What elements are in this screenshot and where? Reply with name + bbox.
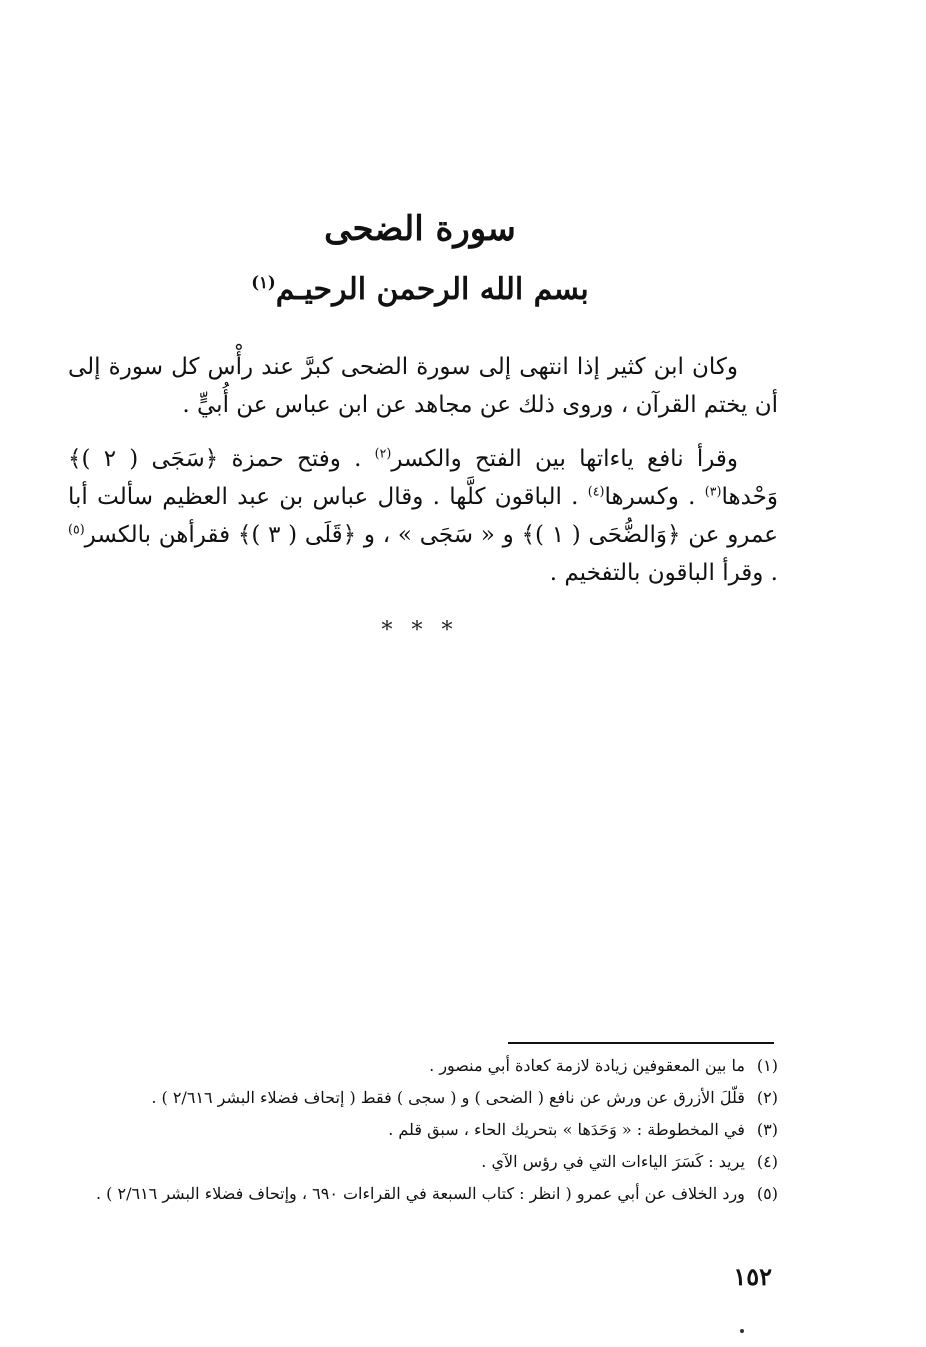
footnote-divider <box>508 1042 774 1044</box>
footnote-text: قلّلَ الأزرق عن ورش عن نافع ( الضحى ) و ( سجى ) فقط ( إتحاف فضلاء البشر ٢/٦١٦ ) . <box>151 1088 745 1107</box>
footnote-5 <box>68 1178 778 1210</box>
basmala-text: بسم الله الرحمن الرحيـم <box>275 272 589 307</box>
footnote-ref-3: (٣) <box>704 483 722 499</box>
surah-title: سورة الضحى <box>324 209 516 249</box>
footnote-text: يريد : كَسَرَ الياءات التي في رؤس الآي . <box>481 1152 745 1171</box>
footnote-number: (٥) <box>756 1184 778 1203</box>
paragraph-2-seg1: وقرأ نافع ياءاتها بين الفتح والكسر <box>391 446 739 472</box>
footnotes <box>68 1050 778 1210</box>
footnote-1 <box>68 1050 778 1082</box>
page-number: ١٥٢ <box>733 1262 772 1291</box>
footnote-4 <box>68 1146 778 1178</box>
paragraph-2-seg3: . وكسرها <box>604 484 705 510</box>
paragraph-1-text: وكان ابن كثير إذا انتهى إلى سورة الضحى كبرَّ عند رأْس كل سورة إلى أن يختم القرآن ، وروى ذلك عن مجاهد عن ابن عباس عن أُبيٍّ . <box>68 354 778 418</box>
footnote-number: (١) <box>756 1056 778 1075</box>
margin-mark <box>740 1329 744 1333</box>
footnote-number: (٤) <box>756 1152 778 1171</box>
footnote-ref-5: (٥) <box>68 521 85 537</box>
footnote-number: (٣) <box>756 1120 778 1139</box>
footnote-ref-2: (٢) <box>374 445 392 461</box>
footnote-number: (٢) <box>756 1088 778 1107</box>
footnote-ref-4: (٤) <box>587 483 605 499</box>
footnote-text: ورد الخلاف عن أبي عمرو ( انظر : كتاب السبعة في القراءات ٦٩٠ ، وإتحاف فضلاء البشر ٢/٦١٦ ) . <box>96 1184 745 1203</box>
paragraph-2-seg5: . وقرأ الباقون بالتفخيم . <box>549 560 778 586</box>
paragraph-2 <box>68 440 778 592</box>
footnote-text: ما بين المعقوفين زيادة لازمة كعادة أبي منصور . <box>429 1056 745 1075</box>
footnote-ref-1: (١) <box>251 273 276 292</box>
paragraph-2-seg4: . الباقون كلَّها . وقال عباس بن عبد العظيم سألت أبا عمرو عن ﴿وَالضُّحَى ( ١ )﴾ و « سَجَى » ، و ﴿قَلَى ( ٣ )﴾ فقرأهن بالكسر <box>68 484 779 548</box>
paragraph-1 <box>68 348 778 424</box>
footnote-2 <box>68 1082 778 1114</box>
section-separator: * * * <box>381 618 459 643</box>
footnote-text: في المخطوطة : « وَحَدَها » بتحريك الحاء ، سبق قلم . <box>388 1120 745 1139</box>
basmala-heading <box>0 268 840 312</box>
paragraph-2-seg2: . وفتح حمزة ﴿سَجَى ( ٢ )﴾ وَحْدها <box>68 446 778 510</box>
footnote-3 <box>68 1114 778 1146</box>
